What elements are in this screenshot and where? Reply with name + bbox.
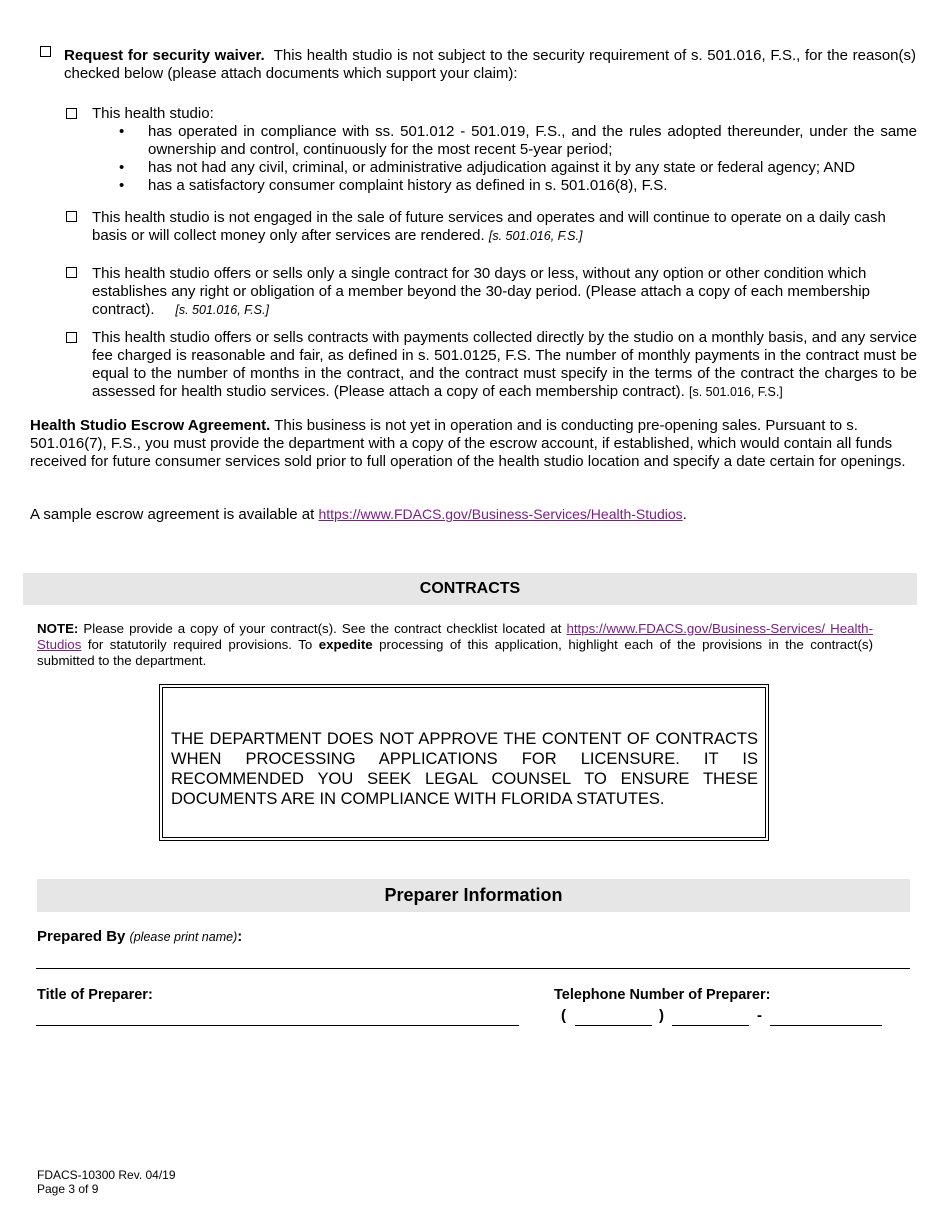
- bullet-item: • has not had any civil, criminal, or administrative adjudication against it by any state or federal agency; AND: [92, 159, 917, 177]
- waiver-option-2-checkbox[interactable]: [66, 211, 77, 222]
- waiver-option-3-checkbox[interactable]: [66, 267, 77, 278]
- phone-close-paren: ): [659, 1007, 664, 1024]
- title-of-preparer-label: [37, 986, 153, 1004]
- bullet-item: • has operated in compliance with ss. 501.012 - 501.019, F.S., and the rules adopted thereunder, under the same ownership and control, continuously for the most recent 5-year period;: [92, 123, 917, 159]
- contracts-note-label: NOTE:: [37, 621, 79, 636]
- title-of-preparer-label-text: Title of Preparer:: [37, 987, 153, 1003]
- footer-form-id: FDACS-10300 Rev. 04/19: [37, 1168, 176, 1182]
- waiver-option-4-citation: [s. 501.016, F.S.]: [688, 385, 783, 399]
- prepared-by-label: [37, 928, 242, 946]
- waiver-option-1-label: This health studio:: [92, 105, 214, 122]
- phone-label-text: Telephone Number of Preparer:: [554, 987, 771, 1003]
- security-waiver-title: Request for security waiver.: [64, 47, 265, 64]
- waiver-option-2: [92, 209, 917, 245]
- contracts-note-text-2: for statutorily required provisions. To: [87, 637, 313, 652]
- waiver-option-2-citation: [s. 501.016, F.S.]: [488, 229, 583, 243]
- contracts-notice-text: THE DEPARTMENT DOES NOT APPROVE THE CONTENT OF CONTRACTS WHEN PROCESSING APPLICATIONS FOR LICENSURE. IT IS RECOMMENDED YOU SEEK LEGAL COUNSEL TO ENSURE THESE DOCUMENTS ARE IN COMPLIANCE WITH FLORIDA STATUTES.: [171, 730, 758, 808]
- phone-label: [554, 986, 770, 1004]
- contracts-heading: [23, 573, 917, 605]
- footer-page-number: Page 3 of 9: [37, 1182, 99, 1196]
- preparer-heading: [37, 879, 910, 912]
- footer: [37, 1168, 176, 1196]
- waiver-option-4-text: This health studio offers or sells contracts with payments collected directly by the studio on a monthly basis, and any service fee charged is reasonable and fair, as defined in s. 501.0125, F.S. The number of monthly payments in the contract must be equal to the number of months in the contract, and the contract must specify in the terms of the contract the charges to be assessed for health studio services. (Please attach a copy of each membership contract).: [92, 329, 917, 400]
- contracts-note: [37, 621, 873, 669]
- escrow-sample-prefix: A sample escrow agreement is available at: [30, 506, 315, 523]
- escrow-sample-link[interactable]: https://www.FDACS.gov/Business-Services/Health-Studios: [318, 506, 683, 522]
- waiver-option-1-bullets: [92, 123, 917, 195]
- waiver-option-2-text: This health studio is not engaged in the sale of future services and operates and will continue to operate on a daily cash basis or will collect money only after services are rendered.: [92, 209, 886, 244]
- prepared-by-input-line[interactable]: [36, 968, 910, 969]
- waiver-option-4: [92, 329, 917, 401]
- security-waiver-paragraph: [64, 47, 916, 83]
- security-waiver-checkbox[interactable]: [40, 46, 51, 57]
- security-waiver-intro: This health studio is not subject to the security requirement of s. 501.016, F.S., for the reason(s) checked below (please attach documents which support your claim):: [64, 47, 916, 82]
- bullet-item: • has a satisfactory consumer complaint history as defined in s. 501.016(8), F.S.: [92, 177, 917, 195]
- waiver-option-3-citation: [s. 501.016, F.S.]: [175, 303, 269, 317]
- waiver-option-1: [92, 105, 917, 195]
- contracts-note-emphasis: expedite: [318, 637, 373, 652]
- title-of-preparer-input-line[interactable]: [36, 1025, 519, 1026]
- contracts-note-text-1: Please provide a copy of your contract(s). See the contract checklist located at: [83, 621, 562, 636]
- escrow-title: Health Studio Escrow Agreement.: [30, 417, 271, 434]
- waiver-option-3: [92, 265, 907, 319]
- phone-line-number-line[interactable]: [770, 1025, 882, 1026]
- escrow-paragraph: [30, 417, 920, 471]
- prepared-by-colon: :: [237, 928, 243, 945]
- waiver-option-1-checkbox[interactable]: [66, 108, 77, 119]
- phone-area-code-line[interactable]: [575, 1025, 652, 1026]
- phone-prefix-line[interactable]: [672, 1025, 749, 1026]
- preparer-heading-text: Preparer Information: [384, 885, 563, 905]
- contracts-checklist-link[interactable]: https://www.FDACS.gov/Business-Services/ Health-Studios: [37, 621, 873, 652]
- phone-open-paren: (: [561, 1007, 566, 1024]
- waiver-option-3-text: This health studio offers or sells only a single contract for 30 days or less, without any option or other condition which establishes any right or obligation of a member beyond the 30-day period. (Please attach a copy of each membership contract).: [92, 265, 870, 318]
- contracts-heading-text: CONTRACTS: [419, 580, 521, 597]
- prepared-by-label-text: Prepared By: [37, 928, 126, 945]
- escrow-text: This business is not yet in operation and is conducting pre-opening sales. Pursuant to s. 501.016(7), F.S., you must provide the department with a copy of the escrow account, if established, which would contain all funds received for future consumer services sold prior to full operation of the health studio location and specify a date certain for openings.: [30, 417, 906, 470]
- waiver-option-4-checkbox[interactable]: [66, 332, 77, 343]
- escrow-sample: [30, 505, 920, 524]
- phone-dash: -: [757, 1007, 762, 1024]
- contracts-note-text-3: processing of this application, highlight each of the provisions in the contract(s) submitted to the department.: [37, 637, 874, 668]
- escrow-sample-suffix: .: [682, 506, 687, 523]
- prepared-by-hint: (please print name): [129, 930, 238, 944]
